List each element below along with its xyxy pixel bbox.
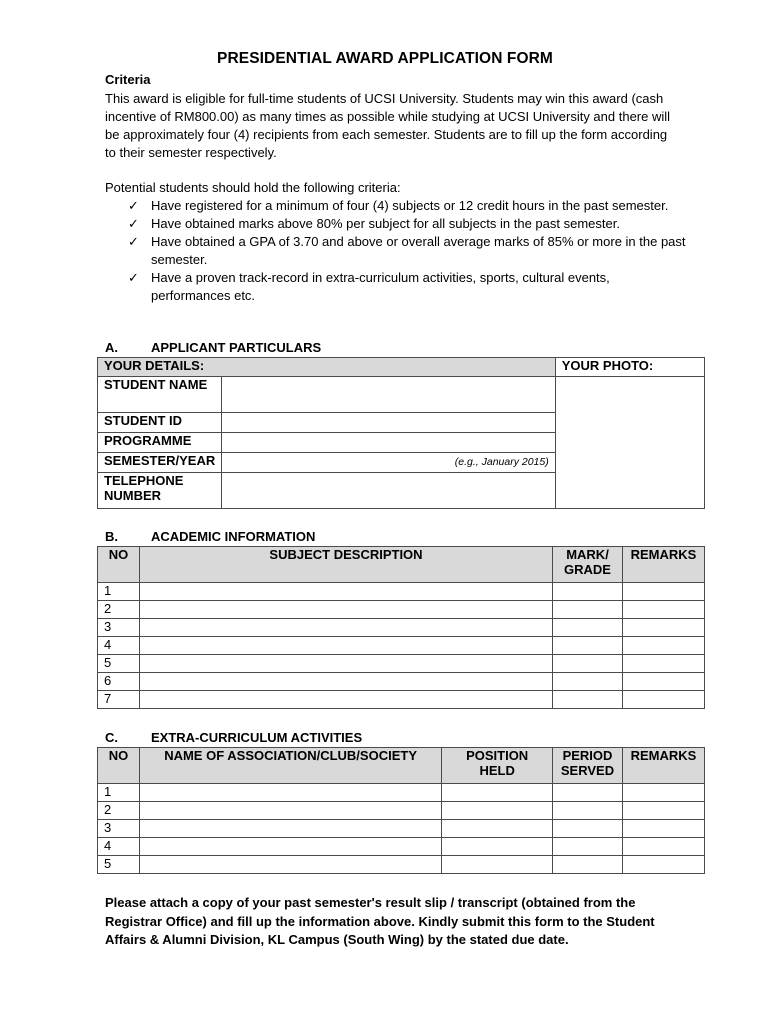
remarks-cell[interactable] [622,820,704,838]
position-cell[interactable] [442,838,553,856]
criteria-lead: Potential students should hold the following criteria: [105,180,401,195]
mark-cell[interactable] [553,583,623,601]
col-remarks-header: REMARKS [622,748,704,784]
row-number: 1 [98,583,140,601]
col-no-header: NO [98,748,140,784]
col-position-header [442,748,553,784]
row-number: 5 [98,856,140,874]
col-position-line1: POSITION [466,748,529,763]
association-cell[interactable] [139,820,441,838]
remarks-cell[interactable] [623,691,705,709]
section-a-letter: A. [105,340,118,355]
remarks-cell[interactable] [622,838,704,856]
photo-box[interactable] [555,377,704,509]
programme-label: PROGRAMME [98,433,222,453]
position-cell[interactable] [442,820,553,838]
row-number: 5 [98,655,140,673]
remarks-cell[interactable] [622,802,704,820]
section-b-title: ACADEMIC INFORMATION [151,529,316,544]
telephone-label-line1: TELEPHONE [104,473,184,488]
remarks-cell[interactable] [623,619,705,637]
table-row [98,691,705,709]
mark-cell[interactable] [553,637,623,655]
col-position-line2: HELD [479,763,515,778]
student-id-field[interactable] [222,413,556,433]
col-mark-header [553,547,623,583]
row-number: 2 [98,601,140,619]
association-cell[interactable] [139,838,441,856]
col-no-header: NO [98,547,140,583]
col-association-header: NAME OF ASSOCIATION/CLUB/SOCIETY [139,748,441,784]
subject-cell[interactable] [139,691,552,709]
remarks-cell[interactable] [623,601,705,619]
table-row [98,802,705,820]
criteria-list [128,197,688,305]
table-row [98,583,705,601]
row-number: 7 [98,691,140,709]
section-c-heading [105,730,362,745]
criteria-item-text: Have obtained marks above 80% per subject for all subjects in the past semester. [151,216,620,231]
position-cell[interactable] [442,802,553,820]
remarks-cell[interactable] [623,673,705,691]
row-number: 3 [98,820,140,838]
table-row [98,838,705,856]
period-cell[interactable] [553,802,623,820]
your-details-header: YOUR DETAILS: [98,358,556,377]
association-cell[interactable] [139,784,441,802]
criteria-intro: This award is eligible for full-time students of UCSI University. Students may win this award (cash incentive of RM800.00) as many times as possible while studying at UCSI University and there will be approximately four (4) recipients from each semester. Students are to fill up the form according to their semester respectively. [105,91,671,160]
form-title: PRESIDENTIAL AWARD APPLICATION FORM [217,50,553,67]
row-number: 2 [98,802,140,820]
row-number: 4 [98,637,140,655]
subject-cell[interactable] [139,619,552,637]
subject-cell[interactable] [139,655,552,673]
subject-cell[interactable] [139,601,552,619]
your-photo-header: YOUR PHOTO: [555,358,704,377]
telephone-label-line2: NUMBER [104,488,162,503]
section-b-letter: B. [105,529,118,544]
checkmark-icon: ✓ [128,198,139,213]
subject-cell[interactable] [139,583,552,601]
remarks-cell[interactable] [622,784,704,802]
criteria-item [128,269,688,305]
criteria-item-text: Have obtained a GPA of 3.70 and above or overall average marks of 85% or more in the past semester. [151,234,686,267]
section-a-heading [105,340,321,355]
period-cell[interactable] [553,784,623,802]
table-row [98,784,705,802]
semester-year-label: SEMESTER/YEAR [98,453,222,473]
remarks-cell[interactable] [623,583,705,601]
applicant-particulars-table [97,357,705,509]
student-name-field[interactable] [222,377,556,413]
row-number: 4 [98,838,140,856]
table-row [98,820,705,838]
checkmark-icon: ✓ [128,270,139,285]
telephone-label [98,473,222,509]
col-mark-line2: GRADE [564,562,611,577]
table-row [98,673,705,691]
mark-cell[interactable] [553,673,623,691]
telephone-field[interactable] [222,473,556,509]
section-c-letter: C. [105,730,118,745]
subject-cell[interactable] [139,673,552,691]
checkmark-icon: ✓ [128,216,139,231]
student-name-label: STUDENT NAME [98,377,222,413]
col-subject-header: SUBJECT DESCRIPTION [139,547,552,583]
col-remarks-header: REMARKS [623,547,705,583]
section-b-heading [105,529,315,544]
table-row [98,619,705,637]
row-number: 1 [98,784,140,802]
student-id-label: STUDENT ID [98,413,222,433]
period-cell[interactable] [553,856,623,874]
period-cell[interactable] [553,820,623,838]
criteria-item [128,197,688,215]
mark-cell[interactable] [553,619,623,637]
col-mark-line1: MARK/ [566,547,609,562]
col-period-line1: PERIOD [562,748,613,763]
mark-cell[interactable] [553,691,623,709]
col-period-header [553,748,623,784]
subject-cell[interactable] [139,637,552,655]
criteria-heading: Criteria [105,72,151,87]
criteria-item-text: Have registered for a minimum of four (4) subjects or 12 credit hours in the past semester. [151,198,669,213]
col-period-line2: SERVED [560,763,615,778]
table-row [98,856,705,874]
association-cell[interactable] [139,856,441,874]
period-cell[interactable] [553,838,623,856]
remarks-cell[interactable] [623,655,705,673]
section-a-title: APPLICANT PARTICULARS [151,340,322,355]
remarks-cell[interactable] [623,637,705,655]
row-number: 6 [98,673,140,691]
mark-cell[interactable] [553,655,623,673]
position-cell[interactable] [442,784,553,802]
table-row [98,655,705,673]
semester-year-field[interactable]: (e.g., January 2015) [222,453,556,473]
remarks-cell[interactable] [622,856,704,874]
table-row [98,637,705,655]
extra-curriculum-table [97,747,705,874]
checkmark-icon: ✓ [128,234,139,249]
mark-cell[interactable] [553,601,623,619]
table-row [98,601,705,619]
association-cell[interactable] [139,802,441,820]
academic-information-table [97,546,705,709]
criteria-item [128,233,688,269]
position-cell[interactable] [442,856,553,874]
section-c-title: EXTRA-CURRICULUM ACTIVITIES [151,730,363,745]
row-number: 3 [98,619,140,637]
criteria-item [128,215,688,233]
programme-field[interactable] [222,433,556,453]
submission-instructions: Please attach a copy of your past semester's result slip / transcript (obtained from the Registrar Office) and fill up the information above. Kindly submit this form to the Student Affairs & Alumni Division, KL Campus (South Wing) by the stated due date. [105,895,655,947]
criteria-item-text: Have a proven track-record in extra-curriculum activities, sports, cultural events, performances etc. [151,270,610,303]
